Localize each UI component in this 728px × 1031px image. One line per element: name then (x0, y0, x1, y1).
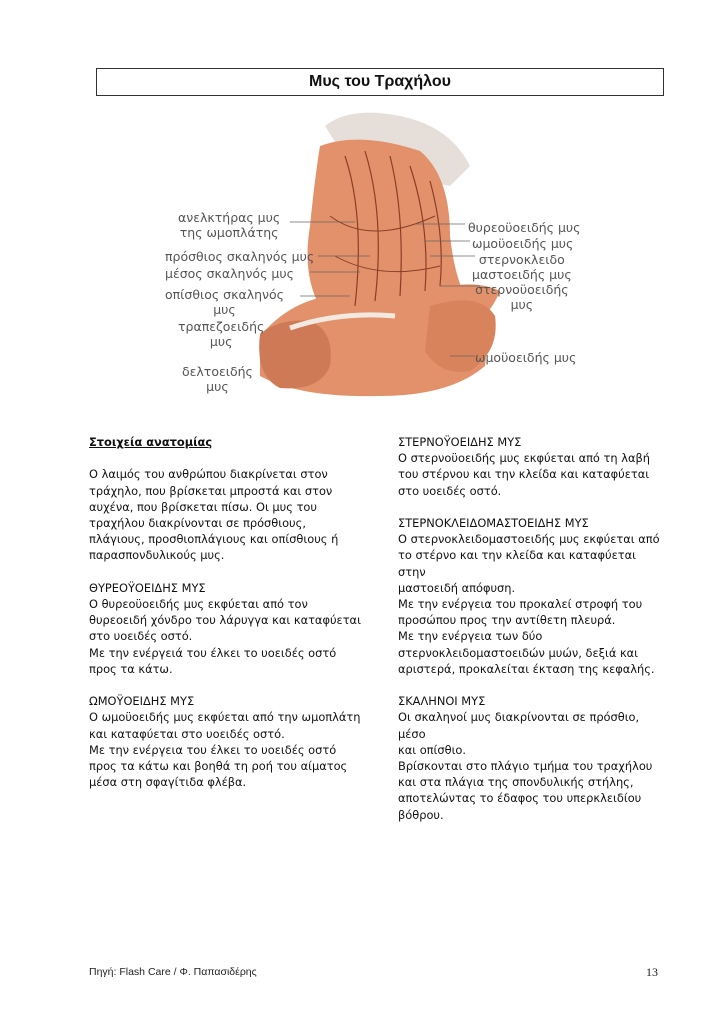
page-title: Μυς του Τραχήλου (309, 73, 451, 90)
left-text-column: Στοιχεία ανατομίας Ο λαιμός του ανθρώπου διακρίνεται στον τράχηλο, που βρίσκεται μπροστά και στον αυχένα, που βρίσκεται πίσω. Οι μυς του τραχήλου διακρίνονται σε πρόσθιους, πλάγιους, προσθιοπλάγιους και οπίσθιους ή παρασπονδυλικούς μυς. ΘΥΡΕΟΫΟΕΙΔΗΣ ΜΥΣ Ο θυρεοϋοειδής μυς εκφύεται από τον θυρεοειδή χόνδρο του λάρυγγα και καταφύεται στο υοειδές οστό. Με την ενέργειά του έλκει το υοειδές οστό προς τα κάτω. ΩΜΟΫΟΕΙΔΗΣ ΜΥΣ Ο ωμοϋοειδής μυς εκφύεται από την ωμοπλάτη και καταφύεται στο υοειδές οστό. Με την ενέργεια του έλκει το υοειδές οστό προς τα κάτω και βοηθά τη ροή του αίματος μέσα στη σφαγίτιδα φλέβα. (89, 434, 369, 790)
label-anterior-scalene: πρόσθιος σκαληνός μυς (165, 249, 315, 264)
heading-scalenes: ΣΚΑΛΗΝΟΙ ΜΥΣ (398, 694, 486, 709)
label-omohyoid-lower: ωμοϋοειδής μυς (475, 350, 577, 365)
label-scm-sternohyoid: στερνοκλειδο μαστοειδής μυς στερνοϋοειδής μυς (472, 252, 572, 312)
heading-thyrohyoid: ΘΥΡΕΟΫΟΕΙΔΗΣ ΜΥΣ (89, 580, 206, 595)
label-posterior-scalene: οπίσθιος σκαληνός μυς (165, 287, 284, 317)
page-title-box (96, 68, 664, 96)
label-levator-scapulae: ανελκτήρας μυς της ωμοπλάτης (178, 210, 281, 240)
heading-omohyoid: ΩΜΟΫΟΕΙΔΗΣ ΜΥΣ (89, 694, 195, 709)
right-text-column: ΣΤΕΡΝΟΫΟΕΙΔΗΣ ΜΥΣ Ο στερνοϋοειδής μυς εκφύεται από τη λαβή του στέρνου και την κλείδα και καταφύεται στο υοειδές οστό. ΣΤΕΡΝΟΚΛΕΙΔΟΜΑΣΤΟΕΙΔΗΣ ΜΥΣ Ο στερνοκλειδομαστοειδής μυς εκφύεται από το στέρνο και την κλείδα και καταφύεται στην μαστοειδή απόφυση. Με την ενέργεια του προκαλεί στροφή του προσώπου προς την αντίθετη πλευρά. Με την ενέργεια των δύο στερνοκλειδομαστοειδών μυών, δεξιά και αριστερά, προκαλείται έκταση της κεφαλής. ΣΚΑΛΗΝΟΙ ΜΥΣ Οι σκαληνοί μυς διακρίνονται σε πρόσθιο, μέσο και οπίσθιο. Βρίσκονται στο πλάγιο τμήμα του τραχήλου και στα πλάγια της σπονδυλικής στήλης, αποτελώντας το έδαφος του υπερκλειδίου βόθρου. (398, 434, 663, 823)
footer-source: Πηγή: Flash Care / Φ. Παπασιδέρης (89, 966, 257, 978)
label-omohyoid-upper: ωμοϋοειδής μυς (472, 236, 574, 251)
section-heading-anatomy: Στοιχεία ανατομίας (89, 435, 213, 449)
page-number: 13 (646, 965, 658, 979)
deltoid-shape (259, 321, 331, 389)
heading-scm: ΣΤΕΡΝΟΚΛΕΙΔΟΜΑΣΤΟΕΙΔΗΣ ΜΥΣ (398, 516, 589, 530)
label-thyrohyoid: θυρεοϋοειδής μυς (468, 220, 581, 235)
label-middle-scalene: μέσος σκαληνός μυς (165, 266, 294, 281)
label-trapezius: τραπεζοειδής μυς (178, 319, 265, 349)
label-deltoid: δελτοειδής μυς (182, 364, 253, 394)
heading-sternohyoid: ΣΤΕΡΝΟΫΟΕΙΔΗΣ ΜΥΣ (398, 435, 522, 449)
neck-muscles-illustration (150, 106, 580, 406)
